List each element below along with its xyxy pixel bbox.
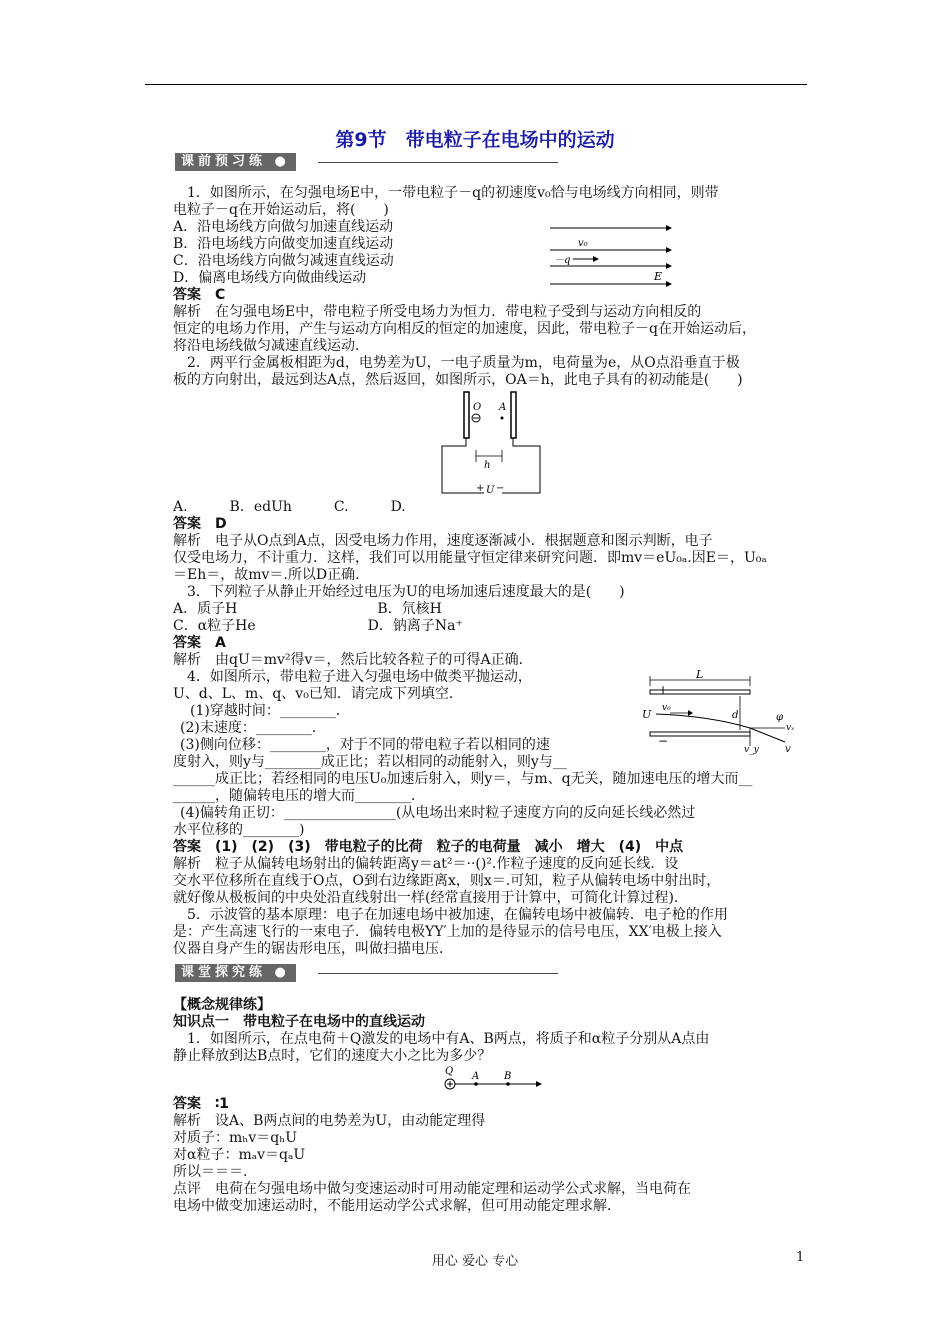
q4-stem-1: 4．如图所示，带电粒子进入匀强电场中做类平抛运动， xyxy=(187,669,532,685)
q1-analysis-3: 将沿电场线做匀减速直线运动． xyxy=(173,338,369,354)
fig2-o-label: O xyxy=(473,402,482,413)
fig2-plus-sign: + xyxy=(476,483,485,494)
q1-analysis-2: 恒定的电场力作用，产生与运动方向相反的恒定的加速度，因此，带电粒子－q在开始运动后， xyxy=(173,321,756,337)
q4-part-3-2: 度射入，则y与________成正比；若以相同的动能射入，则y与__ xyxy=(173,754,567,770)
q4-part-4-2: 水平位移的________) xyxy=(173,822,305,838)
fig3-u-label: U xyxy=(642,708,652,721)
kp1-q1-analysis-3: 对α粒子：mₐv＝qₐU xyxy=(173,1147,306,1163)
page-number: 1 xyxy=(796,1250,805,1265)
kp1-q1-analysis-2: 对质子：mₕv＝qₕU xyxy=(173,1130,298,1146)
kp1-q1-comment-1: 点评 电荷在匀强电场中做匀变速运动时可用动能定理和运动学公式求解，当电荷在 xyxy=(173,1181,691,1197)
section-banner-pre: 课前预习练 ● xyxy=(175,153,296,171)
fig4-b-label: B xyxy=(504,1071,512,1082)
q4-part-2: (2)末速度：________． xyxy=(180,720,326,736)
fig4-a-label: A xyxy=(472,1071,480,1082)
q4-part-3-4: ______，随偏转电压的增大而________． xyxy=(173,788,425,804)
q2-stem-2: 板的方向射出，最远到达A点，然后返回，如图所示，OA＝h，此电子具有的初动能是( ) xyxy=(173,372,743,388)
fig3-phi-label: φ xyxy=(776,712,784,723)
fig1-v0-label: v₀ xyxy=(578,238,588,249)
q1-option-d: D．偏离电场线方向做曲线运动 xyxy=(173,270,367,286)
kp1-q1-stem-1: 1．如图所示，在点电荷＋Q激发的电场中有A、B两点，将质子和α粒子分别从A点由 xyxy=(187,1031,710,1047)
fig4-q-label: Q xyxy=(445,1066,454,1077)
q1-option-a: A．沿电场线方向做匀加速直线运动 xyxy=(173,219,394,235)
fig2-u-label: U xyxy=(486,485,495,496)
q4-stem-2: U、d、L、m、q、v₀已知．请完成下列填空． xyxy=(173,686,463,702)
q5-line-1: 5．示波管的基本原理：电子在加速电场中被加速，在偏转电场中被偏转．电子枪的作用 xyxy=(187,907,728,923)
q2-options: A. B．edUh C. D. xyxy=(173,499,406,515)
fig3-minus-sign: − xyxy=(658,734,669,748)
section-banner-class-rule xyxy=(318,973,558,974)
concept-heading: 【概念规律练】 xyxy=(173,997,271,1013)
kp1-q1-stem-2: 静止释放到达B点时，它们的速度大小之比为多少？ xyxy=(173,1048,492,1064)
fig2-h-label: h xyxy=(484,460,491,471)
header-rule xyxy=(145,84,807,85)
figure-parallel-plates xyxy=(440,388,545,500)
q2-analysis-3: ＝Eh＝，故mv＝.所以D正确． xyxy=(173,567,370,583)
q3-analysis: 解析 由qU＝mv²得v＝，然后比较各粒子的可得A正确． xyxy=(173,652,533,668)
q4-analysis-1: 解析 粒子从偏转电场射出的偏转距离y＝at²＝··()².作粒子速度的反向延长线．设 xyxy=(173,856,679,872)
fig1-q-label: －q xyxy=(554,255,571,266)
q2-analysis-1: 解析 电子从O点到A点，因受电场力作用，速度逐渐减小．根据题意和图示判断，电子 xyxy=(173,533,713,549)
kp1-q1-comment-2: 电场中做变加速运动时，不能用运动学公式求解，但可用动能定理求解． xyxy=(173,1198,621,1214)
q4-part-3-1: (3)侧向位移：________，对于不同的带电粒子若以相同的速 xyxy=(180,737,550,753)
page-title: 第9节 带电粒子在电场中的运动 xyxy=(335,129,615,151)
q5-line-2: 是：产生高速飞行的一束电子．偏转电极YY′上加的是待显示的信号电压，XX′电极上接入 xyxy=(173,924,722,940)
q2-analysis-2: 仅受电场力，不计重力．这样，我们可以用能量守恒定律来研究问题．即mv＝eU₀ₐ.因E＝，U₀ₐ xyxy=(173,550,767,566)
q1-stem-2: 电粒子－q在开始运动后，将( ) xyxy=(173,202,389,218)
fig3-plus-sign: + xyxy=(658,683,669,697)
q4-analysis-2: 交水平位移所在直线于O点，O到右边缘距离x，则x＝.可知，粒子从偏转电场中射出时， xyxy=(173,873,721,889)
section-banner-pre-rule xyxy=(318,162,558,163)
fig3-vx-label: vₓ xyxy=(786,723,795,733)
fig1-e-label: E xyxy=(654,270,663,283)
q3-options-cd: C．α粒子He D．钠离子Na⁺ xyxy=(173,618,463,634)
q1-analysis-1: 解析 在匀强电场E中，带电粒子所受电场力为恒力．带电粒子受到与运动方向相反的 xyxy=(173,304,702,320)
section-banner-class-label: 课堂探究练 xyxy=(181,965,267,980)
fig3-vy-label: v_y xyxy=(744,745,759,755)
kp1-q1-analysis-4: 所以＝＝＝. xyxy=(173,1164,248,1180)
figure-uniform-field xyxy=(548,222,673,288)
kp1-q1-analysis-1: 解析 设A、B两点间的电势差为U，由动能定理得 xyxy=(173,1113,486,1129)
q4-part-3-3: ______成正比；若经相同的电压U₀加速后射入，则y＝，与m、q无关，随加速电压的增大而__ xyxy=(173,771,753,787)
fig3-v-label: v xyxy=(785,744,791,755)
q4-part-1: (1)穿越时间：________． xyxy=(190,703,350,719)
section-banner-pre-label: 课前预习练 xyxy=(181,154,267,169)
q3-options-ab: A．质子H B．氘核H xyxy=(173,601,442,617)
fig2-a-label: A xyxy=(499,402,507,413)
fig3-v0-label: v₀ xyxy=(662,703,671,713)
figure-deflection xyxy=(640,668,810,756)
q1-answer: 答案 C xyxy=(173,287,226,303)
q1-option-b: B．沿电场线方向做变加速直线运动 xyxy=(173,236,394,252)
q1-stem-1: 1．如图所示，在匀强电场E中，一带电粒子－q的初速度v₀恰与电场线方向相同，则带 xyxy=(187,185,719,201)
q4-analysis-3: 就好像从极板间的中央处沿直线射出一样(经常直接用于计算中，可简化计算过程)． xyxy=(173,890,688,906)
fig3-l-label: L xyxy=(696,668,704,681)
q3-stem: 3．下列粒子从静止开始经过电压为U的电场加速后速度最大的是( ) xyxy=(187,584,625,600)
q3-answer: 答案 A xyxy=(173,635,226,651)
q1-option-c: C．沿电场线方向做匀减速直线运动 xyxy=(173,253,394,269)
fig2-minus-sign: − xyxy=(496,483,505,494)
kp1-q1-answer: 答案 ∶1 xyxy=(173,1096,229,1112)
q4-answer: 答案 (1) (2) (3) 带电粒子的比荷 粒子的电荷量 减小 增大 (4) 中点 xyxy=(173,839,684,855)
q5-line-3: 仪器自身产生的锯齿形电压，叫做扫描电压． xyxy=(173,941,453,957)
q4-part-4-1: (4)偏转角正切：________________(从电场出来时粒子速度方向的反向延长线必然过 xyxy=(180,805,696,821)
section-banner-class: 课堂探究练 ● xyxy=(175,964,296,982)
figure-point-charge xyxy=(440,1064,545,1096)
q2-stem-1: 2．两平行金属板相距为d，电势差为U，一电子质量为m，电荷量为e，从O点沿垂直于极 xyxy=(187,355,740,371)
knowledge-point-1: 知识点一 带电粒子在电场中的直线运动 xyxy=(173,1014,425,1030)
page-footer: 用心 爱心 专心 xyxy=(431,1254,519,1269)
q2-answer: 答案 D xyxy=(173,516,227,532)
fig3-d-label: d xyxy=(732,710,739,721)
